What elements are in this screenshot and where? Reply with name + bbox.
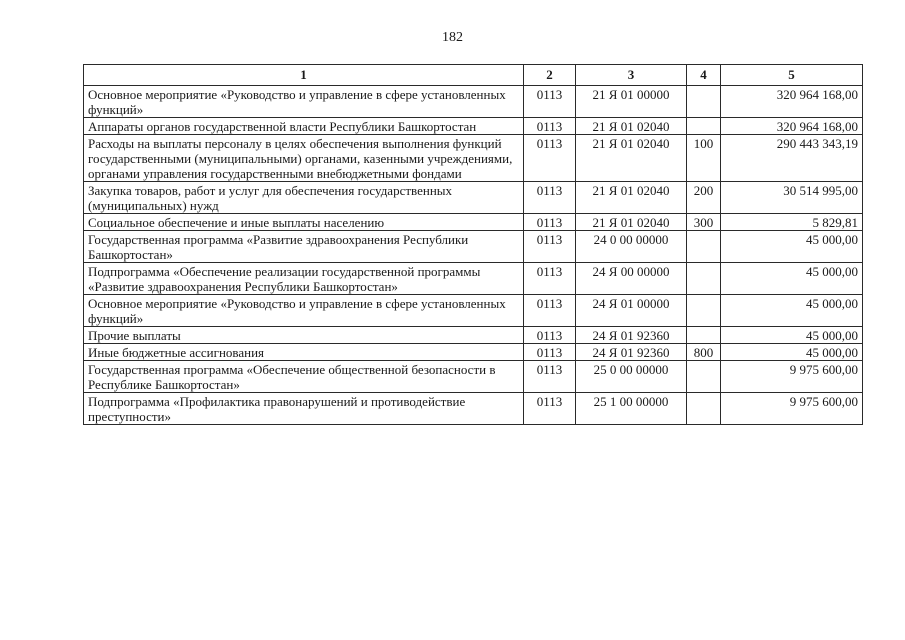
cell-name: Иные бюджетные ассигнования xyxy=(84,344,524,361)
cell-amount: 45 000,00 xyxy=(721,231,863,263)
cell-section: 0113 xyxy=(524,344,576,361)
cell-target-article: 21 Я 01 02040 xyxy=(576,182,687,214)
table-row xyxy=(84,327,863,344)
cell-section: 0113 xyxy=(524,263,576,295)
table-row xyxy=(84,135,863,182)
cell-expense-type: 200 xyxy=(687,182,721,214)
cell-amount: 290 443 343,19 xyxy=(721,135,863,182)
table-row xyxy=(84,295,863,327)
cell-target-article: 24 Я 00 00000 xyxy=(576,263,687,295)
cell-name: Основное мероприятие «Руководство и управление в сфере установленных функций» xyxy=(84,295,524,327)
cell-section: 0113 xyxy=(524,327,576,344)
cell-section: 0113 xyxy=(524,393,576,425)
cell-amount: 30 514 995,00 xyxy=(721,182,863,214)
cell-expense-type: 800 xyxy=(687,344,721,361)
cell-target-article: 21 Я 01 02040 xyxy=(576,118,687,135)
cell-name: Закупка товаров, работ и услуг для обеспечения государственных (муниципальных) нужд xyxy=(84,182,524,214)
cell-amount: 45 000,00 xyxy=(721,263,863,295)
cell-section: 0113 xyxy=(524,86,576,118)
cell-target-article: 24 Я 01 92360 xyxy=(576,327,687,344)
cell-target-article: 21 Я 01 02040 xyxy=(576,214,687,231)
cell-name: Государственная программа «Обеспечение общественной безопасности в Республике Башкортостан» xyxy=(84,361,524,393)
cell-amount: 45 000,00 xyxy=(721,327,863,344)
table-row xyxy=(84,263,863,295)
cell-target-article: 21 Я 01 00000 xyxy=(576,86,687,118)
cell-amount: 5 829,81 xyxy=(721,214,863,231)
cell-name: Подпрограмма «Обеспечение реализации государственной программы «Развитие здравоохранения Республики Башкортостан» xyxy=(84,263,524,295)
header-col-section: 2 xyxy=(524,65,576,86)
page-number: 182 xyxy=(442,30,463,45)
cell-amount: 9 975 600,00 xyxy=(721,361,863,393)
cell-expense-type xyxy=(687,361,721,393)
cell-name: Социальное обеспечение и иные выплаты населению xyxy=(84,214,524,231)
table-row xyxy=(84,361,863,393)
cell-expense-type xyxy=(687,231,721,263)
cell-expense-type: 100 xyxy=(687,135,721,182)
cell-section: 0113 xyxy=(524,361,576,393)
cell-expense-type xyxy=(687,393,721,425)
table-row xyxy=(84,118,863,135)
cell-amount: 320 964 168,00 xyxy=(721,86,863,118)
cell-target-article: 24 Я 01 92360 xyxy=(576,344,687,361)
cell-target-article: 21 Я 01 02040 xyxy=(576,135,687,182)
cell-expense-type xyxy=(687,295,721,327)
cell-name: Подпрограмма «Профилактика правонарушений и противодействие преступности» xyxy=(84,393,524,425)
cell-expense-type: 300 xyxy=(687,214,721,231)
cell-expense-type xyxy=(687,327,721,344)
table-row xyxy=(84,182,863,214)
table-body xyxy=(84,86,863,425)
cell-expense-type xyxy=(687,263,721,295)
table-header-row xyxy=(84,65,863,86)
cell-target-article: 25 1 00 00000 xyxy=(576,393,687,425)
cell-section: 0113 xyxy=(524,295,576,327)
cell-amount: 9 975 600,00 xyxy=(721,393,863,425)
table-row xyxy=(84,231,863,263)
cell-section: 0113 xyxy=(524,118,576,135)
cell-section: 0113 xyxy=(524,182,576,214)
cell-target-article: 25 0 00 00000 xyxy=(576,361,687,393)
cell-section: 0113 xyxy=(524,231,576,263)
cell-section: 0113 xyxy=(524,214,576,231)
table-row xyxy=(84,86,863,118)
cell-expense-type xyxy=(687,118,721,135)
header-col-expense-type: 4 xyxy=(687,65,721,86)
table-row xyxy=(84,214,863,231)
cell-name: Прочие выплаты xyxy=(84,327,524,344)
table-row xyxy=(84,344,863,361)
table-row xyxy=(84,393,863,425)
cell-name: Государственная программа «Развитие здравоохранения Республики Башкортостан» xyxy=(84,231,524,263)
cell-target-article: 24 Я 01 00000 xyxy=(576,295,687,327)
cell-name: Основное мероприятие «Руководство и управление в сфере установленных функций» xyxy=(84,86,524,118)
cell-amount: 320 964 168,00 xyxy=(721,118,863,135)
header-col-target-article: 3 xyxy=(576,65,687,86)
header-col-amount: 5 xyxy=(721,65,863,86)
cell-target-article: 24 0 00 00000 xyxy=(576,231,687,263)
cell-expense-type xyxy=(687,86,721,118)
cell-name: Аппараты органов государственной власти Республики Башкортостан xyxy=(84,118,524,135)
cell-section: 0113 xyxy=(524,135,576,182)
budget-table xyxy=(83,64,863,425)
cell-name: Расходы на выплаты персоналу в целях обеспечения выполнения функций государственными (муниципальными) органами, казенными учреждениями, органами управления государственными внебюджетными фондами xyxy=(84,135,524,182)
cell-amount: 45 000,00 xyxy=(721,295,863,327)
cell-amount: 45 000,00 xyxy=(721,344,863,361)
header-col-name: 1 xyxy=(84,65,524,86)
